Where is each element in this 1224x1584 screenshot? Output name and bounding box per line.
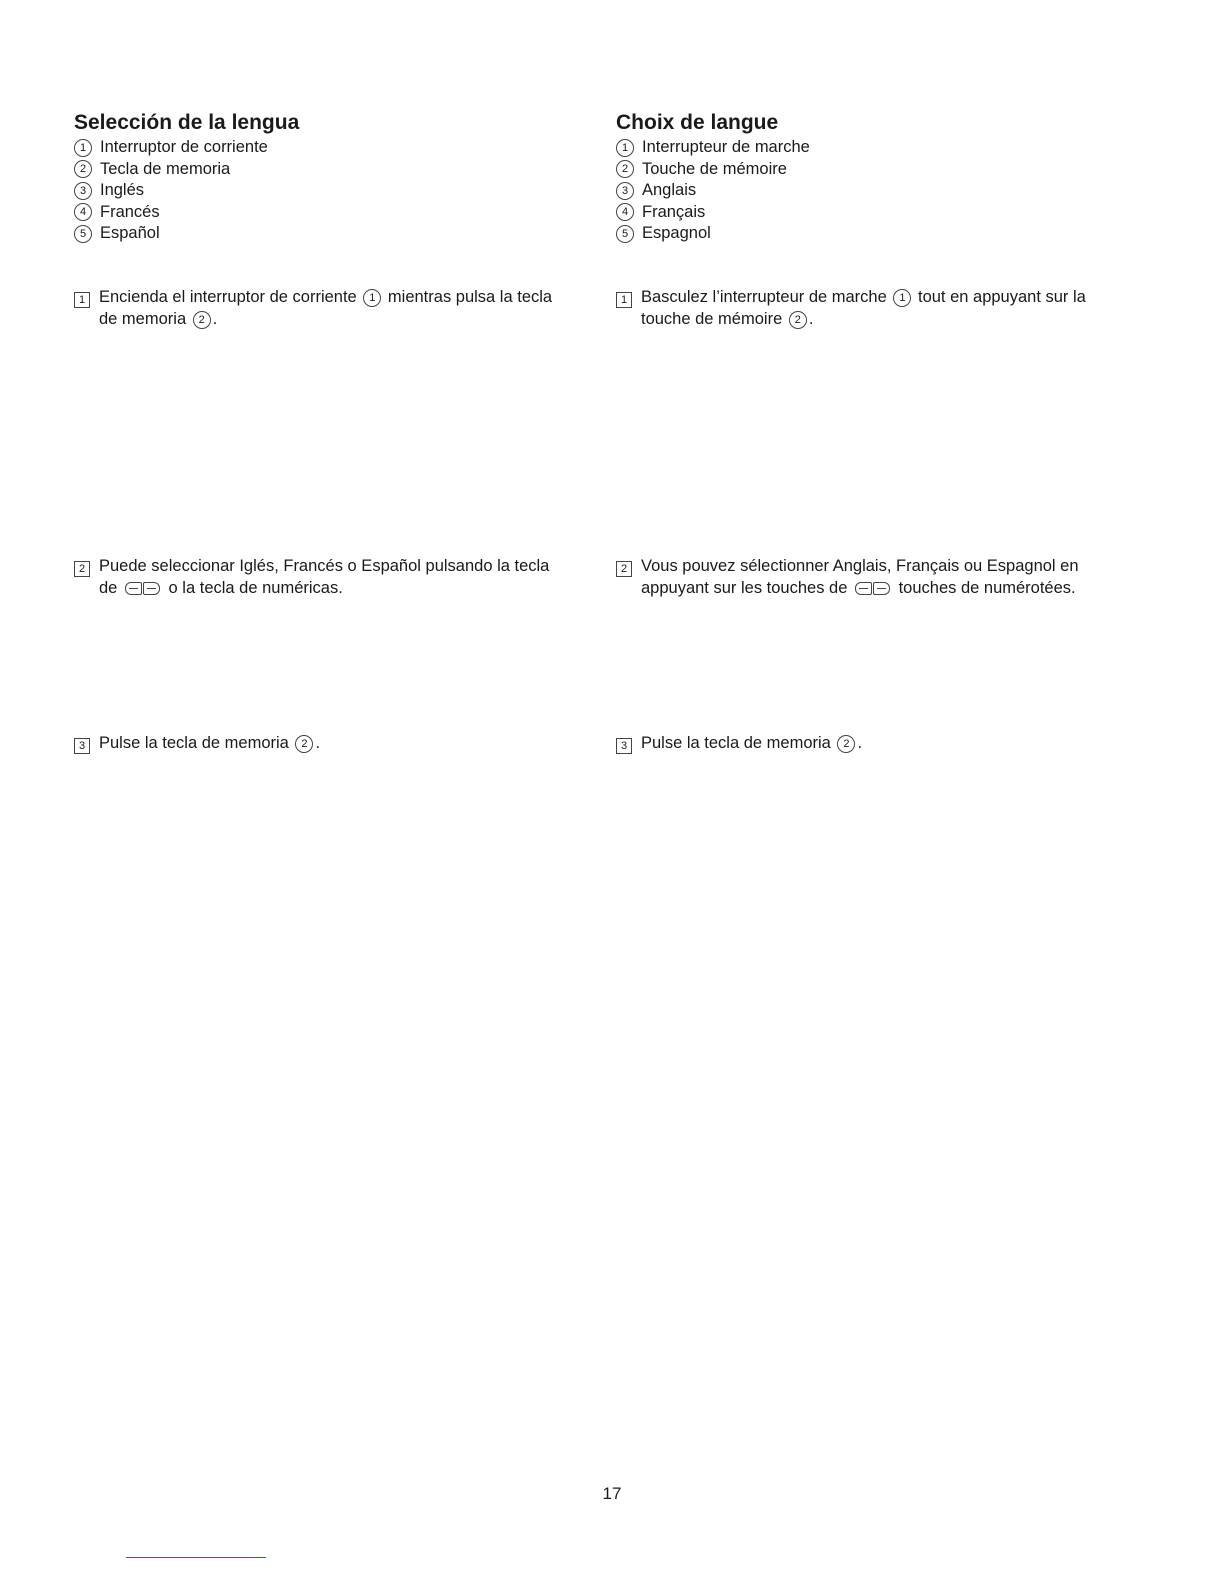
circled-number-icon: 5: [74, 225, 92, 243]
part-label: Anglais: [642, 181, 697, 199]
step-text: tout en appuyant sur la: [917, 288, 1086, 306]
part-label: Inglés: [100, 181, 145, 199]
right-arrow-key-icon: [873, 582, 890, 595]
spanish-step-2: [74, 556, 589, 601]
step-text: Vous pouvez sélectionner Anglais, Français ou Espagnol en: [641, 557, 1079, 575]
circled-number-icon: 4: [616, 203, 634, 221]
circled-number-icon: 2: [616, 160, 634, 178]
step-text: Pulse la tecla de memoria: [641, 734, 831, 752]
step-number-icon: 3: [616, 738, 632, 754]
footer-rule: [126, 1557, 266, 1558]
part-label: Touche de mémoire: [642, 159, 787, 178]
circled-number-icon: 2: [295, 735, 313, 753]
part-label: Español: [100, 224, 160, 242]
arrow-keys-icon: [855, 580, 891, 602]
step-text: touches de numérotées.: [898, 578, 1076, 597]
french-step-2: [616, 556, 1131, 601]
step-text: Basculez l’interrupteur de marche: [641, 288, 887, 306]
circled-number-icon: 3: [74, 182, 92, 200]
spanish-column: [74, 0, 594, 800]
spanish-parts-list: [74, 137, 268, 245]
left-arrow-key-icon: [125, 582, 142, 595]
step-number-icon: 1: [74, 292, 90, 308]
circled-number-icon: 1: [74, 139, 92, 157]
french-step-1: [616, 287, 1131, 330]
part-label: Interruptor de corriente: [100, 138, 268, 156]
french-step-3: [616, 733, 1131, 755]
spanish-step-3: [74, 733, 589, 755]
step-text: .: [212, 309, 218, 328]
part-label: Français: [642, 202, 706, 221]
part-label: Tecla de memoria: [100, 159, 231, 178]
step-text: de memoria: [99, 309, 187, 328]
step-text: touche de mémoire: [641, 309, 783, 328]
step-number-icon: 1: [616, 292, 632, 308]
step-text: appuyant sur les touches de: [641, 578, 848, 597]
step-text: .: [315, 734, 321, 752]
step-text: Pulse la tecla de memoria: [99, 734, 289, 752]
french-parts-list: [616, 137, 810, 245]
circled-number-icon: 2: [837, 735, 855, 753]
circled-number-icon: 1: [616, 139, 634, 157]
spanish-step-1: [74, 287, 589, 330]
list-item: [616, 202, 810, 224]
step-text: mientras pulsa la tecla: [387, 288, 553, 306]
list-item: [616, 223, 810, 245]
french-heading: Choix de langue: [616, 111, 779, 134]
list-item: [74, 202, 268, 224]
part-label: Francés: [100, 202, 160, 221]
circled-number-icon: 4: [74, 203, 92, 221]
part-label: Espagnol: [642, 224, 711, 242]
circled-number-icon: 2: [193, 311, 211, 329]
list-item: [74, 137, 268, 159]
step-text: o la tecla de numéricas.: [168, 578, 343, 597]
circled-number-icon: 3: [616, 182, 634, 200]
left-arrow-key-icon: [855, 582, 872, 595]
list-item: [74, 159, 268, 181]
step-number-icon: 2: [616, 561, 632, 577]
spanish-heading: Selección de la lengua: [74, 111, 300, 134]
circled-number-icon: 1: [893, 289, 911, 307]
step-text: .: [857, 734, 863, 752]
step-text: Puede seleccionar Iglés, Francés o Español pulsando la tecla: [99, 557, 550, 575]
list-item: [616, 159, 810, 181]
right-arrow-key-icon: [143, 582, 160, 595]
circled-number-icon: 1: [363, 289, 381, 307]
circled-number-icon: 2: [74, 160, 92, 178]
circled-number-icon: 5: [616, 225, 634, 243]
list-item: [616, 137, 810, 159]
arrow-keys-icon: [125, 580, 161, 602]
step-text: .: [808, 309, 814, 328]
step-number-icon: 3: [74, 738, 90, 754]
list-item: [74, 223, 268, 245]
list-item: [616, 180, 810, 202]
circled-number-icon: 2: [789, 311, 807, 329]
part-label: Interrupteur de marche: [642, 138, 810, 156]
step-text: Encienda el interruptor de corriente: [99, 288, 357, 306]
step-text: de: [99, 578, 118, 597]
french-column: [616, 0, 1136, 800]
list-item: [74, 180, 268, 202]
page-number: 17: [602, 1484, 622, 1503]
step-number-icon: 2: [74, 561, 90, 577]
